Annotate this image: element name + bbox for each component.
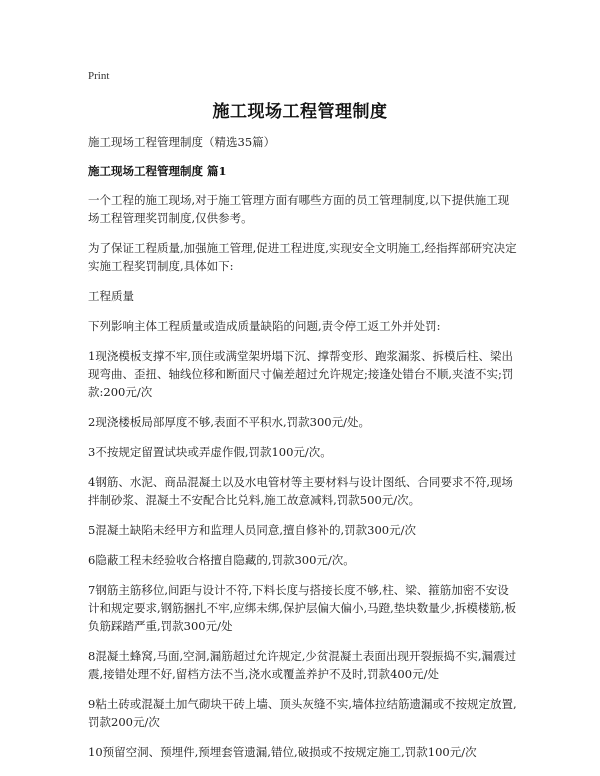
document-title: 施工现场工程管理制度	[212, 102, 388, 122]
rule-item-2: 2现浇楼板局部厚度不够,表面不平积水,罚款300元/处。	[88, 415, 370, 429]
rule-item-9: 9粘土砖或混凝土加气砌块干砖上墙、顶头灰缝不实,墙体拉结筋遗漏或不按规定放置,罚款200元/次	[88, 697, 517, 729]
section-heading: 施工现场工程管理制度 篇1	[88, 164, 227, 178]
rule-item-4: 4钢筋、水泥、商品混凝土以及水电管材等主要材料与设计图纸、合同要求不符,现场拌制砂浆、混凝土不安配合比兑料,施工故意减料,罚款500元/次。	[88, 475, 513, 507]
document-subtitle: 施工现场工程管理制度（精选35篇）	[88, 135, 276, 149]
rule-item-8: 8混凝土蜂窝,马面,空洞,漏筋超过允许规定,少贫混凝土表面出现开裂振捣不实,漏震过震,接错处理不好,留档方法不当,浇水或覆盖养护不及时,罚款400元/处	[88, 649, 517, 681]
paragraph-intro: 一个工程的施工现场,对于施工管理方面有哪些方面的员工管理制度,以下提供施工现场工程管理奖罚制度,仅供参考。	[88, 193, 510, 225]
paragraph-quality-heading: 工程质量	[88, 289, 134, 303]
print-link[interactable]: Print	[88, 70, 110, 82]
paragraph-purpose: 为了保证工程质量,加强施工管理,促进工程进度,实现安全文明施工,经指挥部研究决定实施工程奖罚制度,具体如下:	[88, 241, 517, 273]
rule-item-7: 7钢筋主筋移位,间距与设计不符,下料长度与搭接长度不够,柱、梁、箍筋加密不安设计和规定要求,钢筋捆扎不牢,应绑未绑,保护层偏大偏小,马蹬,垫块数量少,拆模楼筋,板负筋踩踏严重,罚款300元/处	[88, 583, 517, 633]
rule-item-6: 6隐蔽工程未经验收合格擅自隐藏的,罚款300元/次。	[88, 553, 355, 567]
document-body	[88, 133, 520, 773]
paragraph-penalty-intro: 下列影响主体工程质量或造成质量缺陷的问题,责令停工返工外并处罚:	[88, 319, 441, 333]
rule-item-1: 1现浇模板支撑不牢,顶住或满堂架坍塌下沉、撑帮变形、跑浆漏浆、拆模后柱、梁出现弯曲、歪扭、轴线位移和断面尺寸偏差超过允许规定;接逢处错台不顺,夹渣不实;罚款:200元/次	[88, 349, 514, 399]
rule-item-3: 3不按规定留置试块或弄虚作假,罚款100元/次。	[88, 445, 332, 459]
rule-item-10: 10预留空洞、预埋件,预埋套管遗漏,错位,破损或不按规定施工,罚款100元/次	[88, 745, 477, 759]
rule-item-5: 5混凝土缺陷未经甲方和监理人员同意,擅自修补的,罚款300元/次	[88, 523, 416, 537]
